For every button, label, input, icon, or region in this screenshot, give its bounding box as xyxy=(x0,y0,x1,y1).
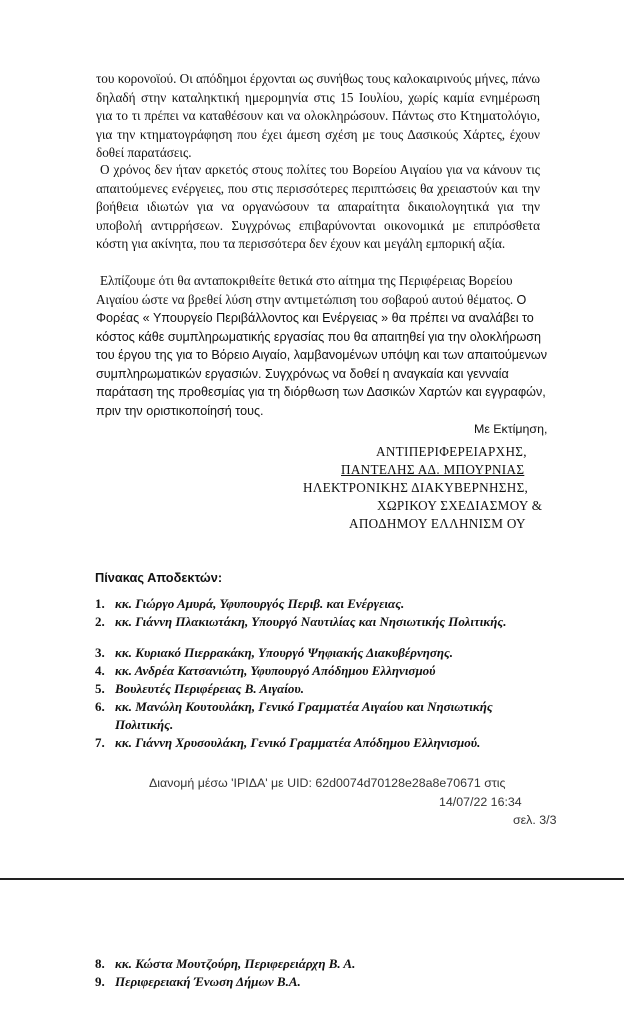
recipient-text: κκ. Κυριακό Πιερρακάκη, Υπουργό Ψηφιακής Διακυβέρνησης. xyxy=(115,645,454,660)
body-paragraph-3 xyxy=(96,272,548,420)
recipient-item xyxy=(95,613,515,631)
recipient-number: 4. xyxy=(95,663,105,678)
recipient-number: 1. xyxy=(95,596,105,611)
recipient-item xyxy=(95,973,515,991)
recipient-number: 6. xyxy=(95,699,105,714)
body-paragraph-2: Ο χρόνος δεν ήταν αρκετός στους πολίτες του Βορείου Αιγαίου για να κάνουν τις απαιτούμενες ενέργειες, που στις περισσότερες περιπτώσεις θα χρειαστούν και την βοήθεια ιδιωτών για να οργανώσουν τα απαραίτητα δικαιολογητικά για την υποβολή αντιρρήσεων. Συγχρόνως επιβαρύνονται οικονομικά με επιπρόσθετα κόστη για ακίνητα, που τα περισσότερα δεν έχουν και μεγάλη εμπορική αξία. xyxy=(96,162,540,251)
recipient-text: κκ. Γιάννη Πλακιωτάκη, Υπουργό Ναυτιλίας και Νησιωτικής Πολιτικής. xyxy=(115,614,507,629)
body-paragraph-3-serif: Ελπίζουμε ότι θα ανταποκριθείτε θετικά στο αίτημα της Περιφέρειας Βορείου Αιγαίου ώστε να βρεθεί λύση στην αντιμετώπιση του σοβαρού αυτού θέματος. xyxy=(96,273,514,307)
recipient-number: 3. xyxy=(95,645,105,660)
signature-role-1: ΗΛΕΚΤΡΟΝΙΚΗΣ ΔΙΑΚΥΒΕΡΝΗΣΗΣ, xyxy=(303,480,529,495)
recipient-item xyxy=(95,680,515,698)
recipients-title: Πίνακας Αποδεκτών: xyxy=(95,570,223,585)
recipient-item xyxy=(95,644,515,662)
page-divider xyxy=(0,878,624,880)
body-paragraph-3-sans: Ο Φορέας « Υπουργείο Περιβάλλοντος και Ενέργειας » θα πρέπει να αναλάβει το κόστος κάθε συμπληρωματικής εργασίας που θα απαιτηθεί για την ολοκλήρωση του έργου της για το Βόρειο Αιγαίο, λαμβανομένων υπόψη και των απαιτούμενων συμπληρωματικών εργασιών. Συγχρόνως να δοθεί η αναγκαία και γενναία παράταση της προθεσμίας για τη διόρθωση των Δασικών Χαρτών και εγγραφών, πριν την οριστικοποίησή τους. xyxy=(96,292,548,418)
recipient-number: 8. xyxy=(95,956,105,971)
recipient-number: 2. xyxy=(95,614,105,629)
recipient-text: κκ. Γιώργο Αμυρά, Υφυπουργός Περιβ. και Ενέργειας. xyxy=(115,596,405,611)
signature-role-3: ΑΠΟΔΗΜΟΥ ΕΛΛΗΝΙΣΜ ΟΥ xyxy=(349,516,526,531)
recipient-number: 5. xyxy=(95,681,105,696)
distribution-uid: Διανομή μέσω 'ΙΡΙΔΑ' με UID: 62d0074d70128e28a8e70671 στις xyxy=(149,776,506,790)
recipient-item xyxy=(95,955,515,973)
recipient-text: κκ. Ανδρέα Κατσανιώτη, Υφυπουργό Απόδημου Ελληνισμού xyxy=(115,663,436,678)
closing-greeting: Με Εκτίμηση, xyxy=(474,422,548,436)
signature-name: ΠΑΝΤΕΛΗΣ ΑΔ. ΜΠΟΥΡΝΙΑΣ xyxy=(341,462,525,477)
body-paragraph-1: του κορονοϊού. Οι απόδημοι έρχονται ως συνήθως τους καλοκαιρινούς μήνες, πάνω δηλαδή στην καταληκτική ημερομηνία στις 15 Ιουλίου, χωρίς καμία ενημέρωση για το τι πρέπει να καταθέσουν και να ολοκληρώσουν. Πάντως στο Κτηματολόγιο, για την κτηματογράφηση που έχει άμεση σχέση με τους Δασικούς Χάρτες, έχουν δοθεί παρατάσεις. xyxy=(96,71,540,160)
page-number: σελ. 3/3 xyxy=(513,813,557,827)
recipient-number: 7. xyxy=(95,735,105,750)
recipient-text: Βουλευτές Περιφέρειας Β. Αιγαίου. xyxy=(115,681,305,696)
recipient-number: 9. xyxy=(95,974,105,989)
signature-title: ΑΝΤΙΠΕΡΙΦΕΡΕΙΑΡΧΗΣ, xyxy=(376,444,527,459)
recipient-item xyxy=(95,698,515,734)
recipient-text: κκ. Κώστα Μουτζούρη, Περιφερειάρχη Β. Α. xyxy=(115,956,356,971)
recipient-item xyxy=(95,662,515,680)
recipient-text: κκ. Γιάννη Χρυσουλάκη, Γενικό Γραμματέα Απόδημου Ελληνισμού. xyxy=(115,735,481,750)
recipient-item xyxy=(95,595,515,613)
recipient-text: Περιφερειακή Ένωση Δήμων Β.Α. xyxy=(115,974,301,989)
recipient-item xyxy=(95,734,515,752)
distribution-timestamp: 14/07/22 16:34 xyxy=(439,795,522,809)
recipient-text: κκ. Μανώλη Κουτουλάκη, Γενικό Γραμματέα Αιγαίου και Νησιωτικής Πολιτικής. xyxy=(115,699,493,732)
signature-role-2: ΧΩΡΙΚΟΥ ΣΧΕΔΙΑΣΜΟΥ & xyxy=(377,498,543,513)
